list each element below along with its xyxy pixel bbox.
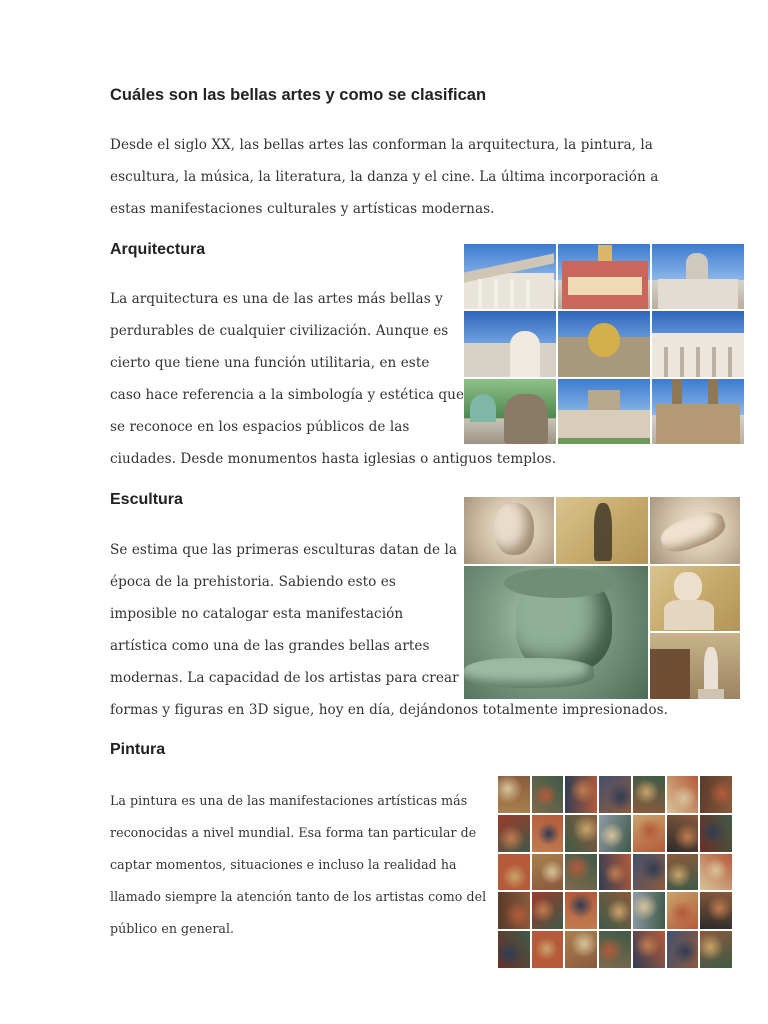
- architecture-photo: [464, 311, 556, 376]
- architecture-photo: [652, 379, 744, 444]
- intro-line: estas manifestaciones culturales y artísticas modernas.: [110, 201, 495, 217]
- painting-thumbnail: [633, 776, 665, 813]
- painting-thumbnail: [565, 892, 597, 929]
- paragraph-line: cierto que tiene una función utilitaria, en este: [110, 355, 430, 371]
- painting-thumbnail: [599, 892, 631, 929]
- painting-thumbnail: [667, 776, 699, 813]
- painting-thumbnail: [498, 892, 530, 929]
- architecture-photo: [652, 244, 744, 309]
- sculpture-photo: [556, 497, 648, 564]
- paragraph-line: ciudades. Desde monumentos hasta iglesias o antiguos templos.: [110, 451, 557, 467]
- painting-thumbnail: [599, 815, 631, 852]
- painting-thumbnail: [633, 931, 665, 968]
- architecture-photo: [464, 379, 556, 444]
- painting-thumbnail: [667, 931, 699, 968]
- painting-thumbnail: [599, 854, 631, 891]
- painting-thumbnail: [565, 854, 597, 891]
- paragraph-line: captar momentos, situaciones e incluso la realidad ha: [110, 857, 457, 872]
- painting-thumbnail: [565, 931, 597, 968]
- architecture-photo: [464, 244, 556, 309]
- sculpture-photo: [650, 497, 740, 564]
- painting-thumbnail: [667, 892, 699, 929]
- paragraph-line: imposible no catalogar esta manifestación: [110, 606, 404, 622]
- painting-thumbnail: [667, 815, 699, 852]
- architecture-photo-collage: [464, 244, 744, 444]
- painting-thumbnail: [700, 931, 732, 968]
- paragraph-line: Se estima que las primeras esculturas datan de la: [110, 542, 458, 558]
- painting-collage: [498, 776, 732, 968]
- paragraph-line: perdurables de cualquier civilización. Aunque es: [110, 323, 449, 339]
- painting-thumbnail: [532, 892, 564, 929]
- intro-line: Desde el siglo XX, las bellas artes las conforman la arquitectura, la pintura, la: [110, 137, 653, 153]
- intro-paragraph: [110, 129, 658, 225]
- paragraph-line: reconocidas a nivel mundial. Esa forma tan particular de: [110, 825, 477, 840]
- sculpture-photo: [650, 633, 740, 699]
- paragraph-line: La arquitectura es una de las artes más bellas y: [110, 291, 443, 307]
- sculpture-photo: [464, 566, 648, 699]
- paragraph-line: llamado siempre la atención tanto de los artistas como del: [110, 889, 487, 904]
- page-title: Cuáles son las bellas artes y como se clasifican: [110, 86, 487, 104]
- paragraph-line: se reconoce en los espacios públicos de las: [110, 419, 410, 435]
- painting-thumbnail: [599, 931, 631, 968]
- painting-thumbnail: [532, 815, 564, 852]
- painting-thumbnail: [599, 776, 631, 813]
- painting-thumbnail: [532, 854, 564, 891]
- section-heading-escultura: Escultura: [110, 491, 183, 508]
- painting-thumbnail: [498, 815, 530, 852]
- intro-line: escultura, la música, la literatura, la danza y el cine. La última incorporación a: [110, 169, 659, 185]
- paragraph-line: época de la prehistoria. Sabiendo esto es: [110, 574, 396, 590]
- painting-thumbnail: [565, 776, 597, 813]
- painting-thumbnail: [498, 854, 530, 891]
- painting-thumbnail: [700, 815, 732, 852]
- architecture-photo: [558, 379, 650, 444]
- painting-thumbnail: [700, 892, 732, 929]
- painting-thumbnail: [532, 776, 564, 813]
- architecture-photo: [558, 244, 650, 309]
- paragraph-line: modernas. La capacidad de los artistas para crear: [110, 670, 459, 686]
- painting-thumbnail: [498, 931, 530, 968]
- painting-thumbnail: [667, 854, 699, 891]
- painting-thumbnail: [633, 854, 665, 891]
- paragraph-line: La pintura es una de las manifestaciones artísticas más: [110, 793, 468, 808]
- painting-thumbnail: [700, 854, 732, 891]
- painting-thumbnail: [498, 776, 530, 813]
- paragraph-line: público en general.: [110, 921, 235, 936]
- paragraph-line: formas y figuras en 3D sigue, hoy en día, dejándonos totalmente impresionados.: [110, 702, 669, 718]
- sculpture-photo-collage: [464, 497, 740, 699]
- paragraph-line: artística como una de las grandes bellas artes: [110, 638, 430, 654]
- architecture-photo: [652, 311, 744, 376]
- painting-thumbnail: [700, 776, 732, 813]
- paragraph-line: caso hace referencia a la simbología y estética que: [110, 387, 465, 403]
- architecture-photo: [558, 311, 650, 376]
- painting-thumbnail: [532, 931, 564, 968]
- sculpture-photo: [464, 497, 554, 564]
- section-heading-pintura: Pintura: [110, 741, 166, 758]
- pintura-paragraph: [110, 785, 486, 945]
- painting-thumbnail: [565, 815, 597, 852]
- painting-thumbnail: [633, 815, 665, 852]
- painting-thumbnail: [633, 892, 665, 929]
- section-heading-arquitectura: Arquitectura: [110, 241, 206, 258]
- sculpture-photo: [650, 566, 740, 631]
